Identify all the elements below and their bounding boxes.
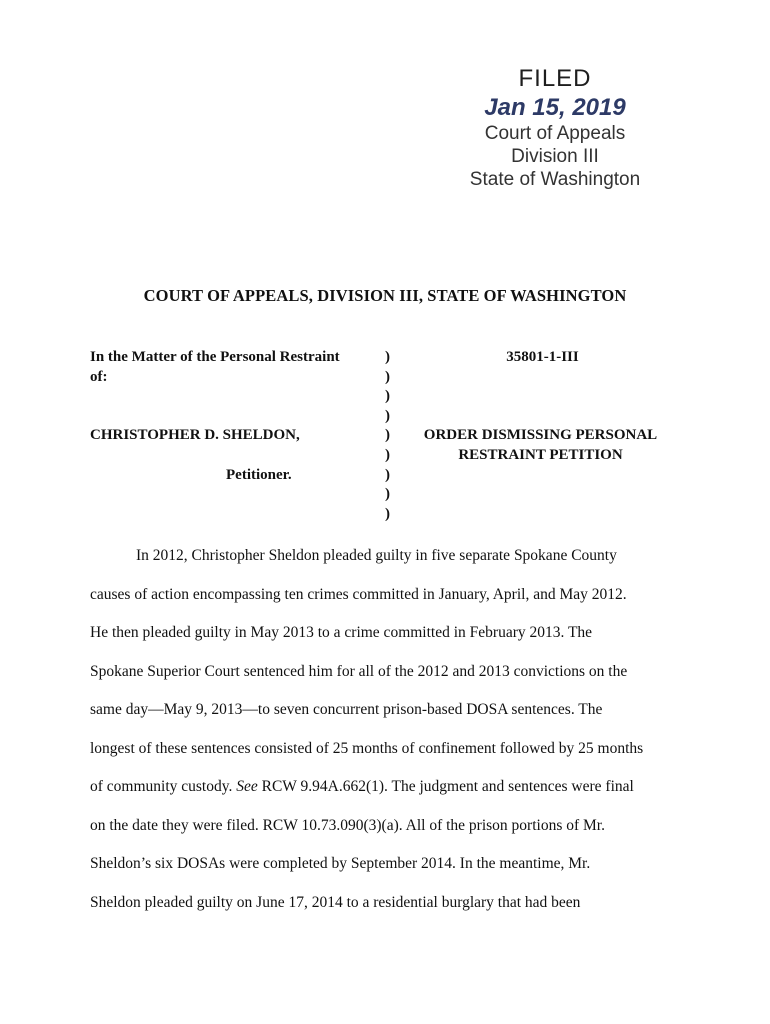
order-title <box>408 426 673 465</box>
body-line-6: longest of these sentences consisted of 25 months of confinement followed by 25 months <box>90 739 644 757</box>
court-heading: COURT OF APPEALS, DIVISION III, STATE OF WASHINGTON <box>143 286 627 305</box>
body-line-1: In 2012, Christopher Sheldon pleaded guilty in five separate Spokane County <box>136 547 617 564</box>
body-line-8: on the date they were filed. RCW 10.73.090(3)(a). All of the prison portions of Mr. <box>90 816 605 834</box>
caption-matter-line-2: of: <box>90 368 108 385</box>
body-line-2: causes of action encompassing ten crimes committed in January, April, and May 2012. <box>90 585 627 603</box>
stamp-filed-label: FILED <box>518 65 592 92</box>
caption-paren: ) <box>385 486 390 503</box>
body-line-5: same day—May 9, 2013—to seven concurrent prison-based DOSA sentences. The <box>90 701 603 718</box>
caption-paren: ) <box>385 446 390 463</box>
stamp-division: Division III <box>511 146 599 167</box>
caption-paren: ) <box>385 407 390 424</box>
case-caption <box>90 348 680 528</box>
stamp-state: State of Washington <box>469 169 641 190</box>
caption-party-role: Petitioner. <box>226 467 292 483</box>
citation-signal-see: See <box>236 778 258 795</box>
body-line-7-end: RCW 9.94A.662(1). The judgment and sentences were final <box>257 778 634 795</box>
caption-party-name: CHRISTOPHER D. SHELDON, <box>90 427 300 443</box>
body-line-10: Sheldon pleaded guilty on June 17, 2014 to a residential burglary that had been <box>90 893 581 911</box>
caption-paren: ) <box>385 388 390 405</box>
caption-matter <box>90 348 370 387</box>
caption-paren: ) <box>385 427 390 444</box>
caption-paren: ) <box>385 505 390 522</box>
caption-left-column <box>90 348 370 387</box>
caption-paren: ) <box>385 368 390 385</box>
case-number: 35801-1-III <box>506 349 579 365</box>
stamp-court: Court of Appeals <box>484 123 626 144</box>
caption-parenthesis-column <box>385 348 395 524</box>
body-paragraph <box>90 537 680 922</box>
body-line-7-start: of community custody. <box>90 778 237 795</box>
stamp-date: Jan 15, 2019 <box>484 94 626 121</box>
body-line-3: He then pleaded guilty in May 2013 to a crime committed in February 2013. The <box>90 624 593 641</box>
order-title-line-1: ORDER DISMISSING PERSONAL <box>423 427 658 443</box>
body-line-7 <box>90 768 680 807</box>
caption-paren: ) <box>385 466 390 483</box>
filed-stamp <box>440 64 670 191</box>
caption-paren: ) <box>385 349 390 365</box>
order-title-line-2: RESTRAINT PETITION <box>458 446 623 463</box>
body-line-4: Spokane Superior Court sentenced him for all of the 2012 and 2013 convictions on the <box>90 662 628 680</box>
order-body <box>90 537 680 922</box>
body-line-9: Sheldon’s six DOSAs were completed by September 2014. In the meantime, Mr. <box>90 855 591 872</box>
caption-matter-line-1: In the Matter of the Personal Restraint <box>90 349 340 365</box>
